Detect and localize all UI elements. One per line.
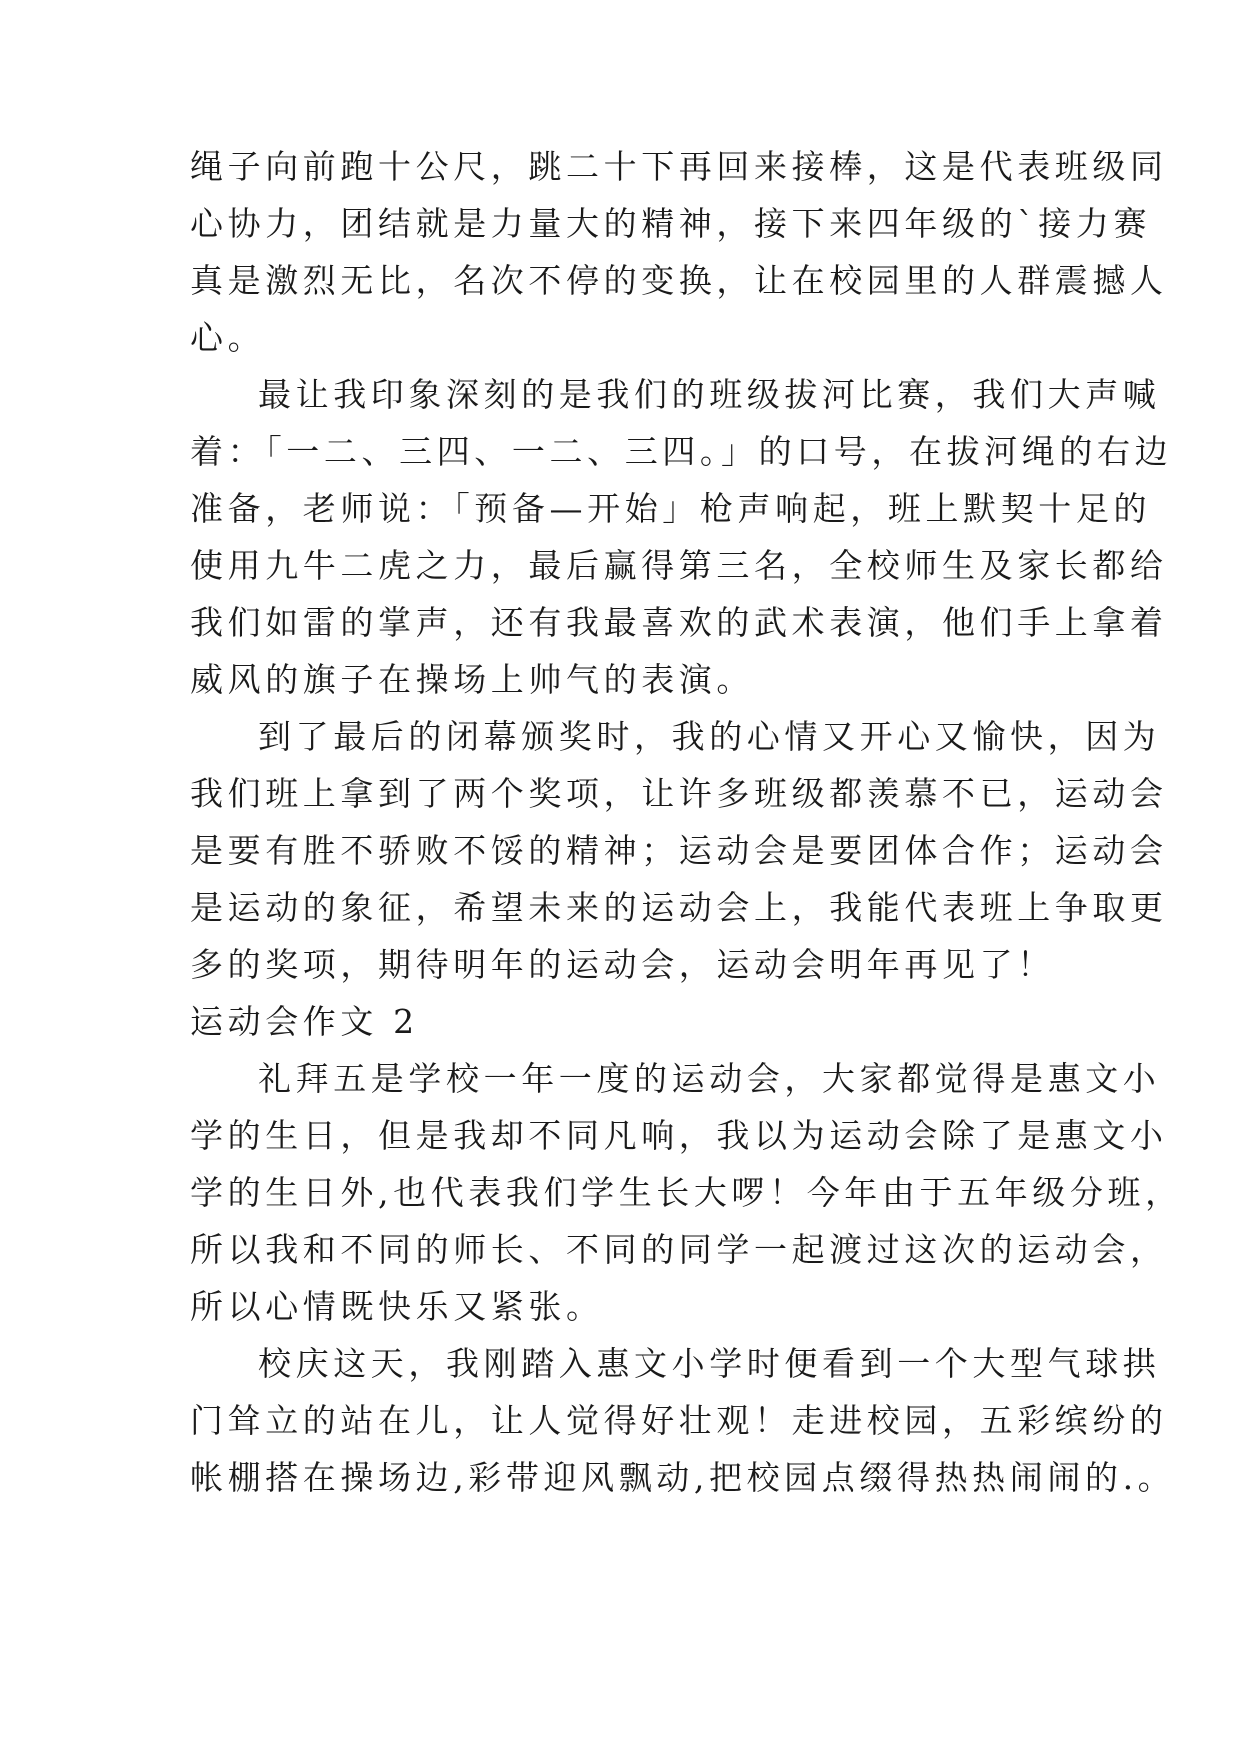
- text-line: 我们如雷的掌声，还有我最喜欢的武术表演，他们手上拿着: [190, 603, 1168, 642]
- text-line: 所以我和不同的师长、不同的同学一起渡过这次的运动会，: [190, 1230, 1168, 1269]
- text-line: 真是激烈无比，名次不停的变换，让在校园里的人群震撼人: [190, 261, 1168, 300]
- paragraph-first-line: 到了最后的闭幕颁奖时，我的心情又开心又愉快，因为: [258, 717, 1161, 756]
- text-line: 使用九牛二虎之力，最后赢得第三名，全校师生及家长都给: [190, 546, 1168, 585]
- text-line: 心协力，团结就是力量大的精神，接下来四年级的`接力赛: [190, 204, 1152, 243]
- text-line: 是运动的象征，希望未来的运动会上，我能代表班上争取更: [190, 888, 1168, 927]
- paragraph-first-line: 最让我印象深刻的是我们的班级拔河比赛，我们大声喊: [258, 375, 1161, 414]
- text-line: 学的生日，但是我却不同凡响，我以为运动会除了是惠文小: [190, 1116, 1168, 1155]
- text-line: 帐棚搭在操场边,彩带迎风飘动,把校园点缀得热热闹闹的.。: [190, 1458, 1176, 1497]
- text-line: 绳子向前跑十公尺，跳二十下再回来接棒，这是代表班级同: [190, 147, 1168, 186]
- text-line: 准备，老师说：「预备—开始」枪声响起，班上默契十足的: [190, 489, 1152, 528]
- text-line: 我们班上拿到了两个奖项，让许多班级都羡慕不已，运动会: [190, 774, 1168, 813]
- text-line: 是要有胜不骄败不馁的精神；运动会是要团体合作；运动会: [190, 831, 1168, 870]
- text-line: 门耸立的站在儿，让人觉得好壮观！走进校园，五彩缤纷的: [190, 1401, 1168, 1440]
- text-line: 多的奖项，期待明年的运动会，运动会明年再见了！: [190, 945, 1055, 984]
- text-line: 学的生日外,也代表我们学生长大啰！今年由于五年级分班，: [190, 1173, 1183, 1212]
- paragraph-first-line: 礼拜五是学校一年一度的运动会，大家都觉得是惠文小: [258, 1059, 1161, 1098]
- text-line: 所以心情既快乐又紧张。: [190, 1287, 604, 1326]
- text-line: 心。: [190, 318, 266, 357]
- text-line: 着：「一二、三四、一二、三四。」的口号，在拔河绳的右边: [190, 432, 1173, 471]
- text-line: 威风的旗子在操场上帅气的表演。: [190, 660, 754, 699]
- section-heading: 运动会作文 2: [190, 1002, 419, 1041]
- paragraph-first-line: 校庆这天，我刚踏入惠文小学时便看到一个大型气球拱: [258, 1344, 1161, 1383]
